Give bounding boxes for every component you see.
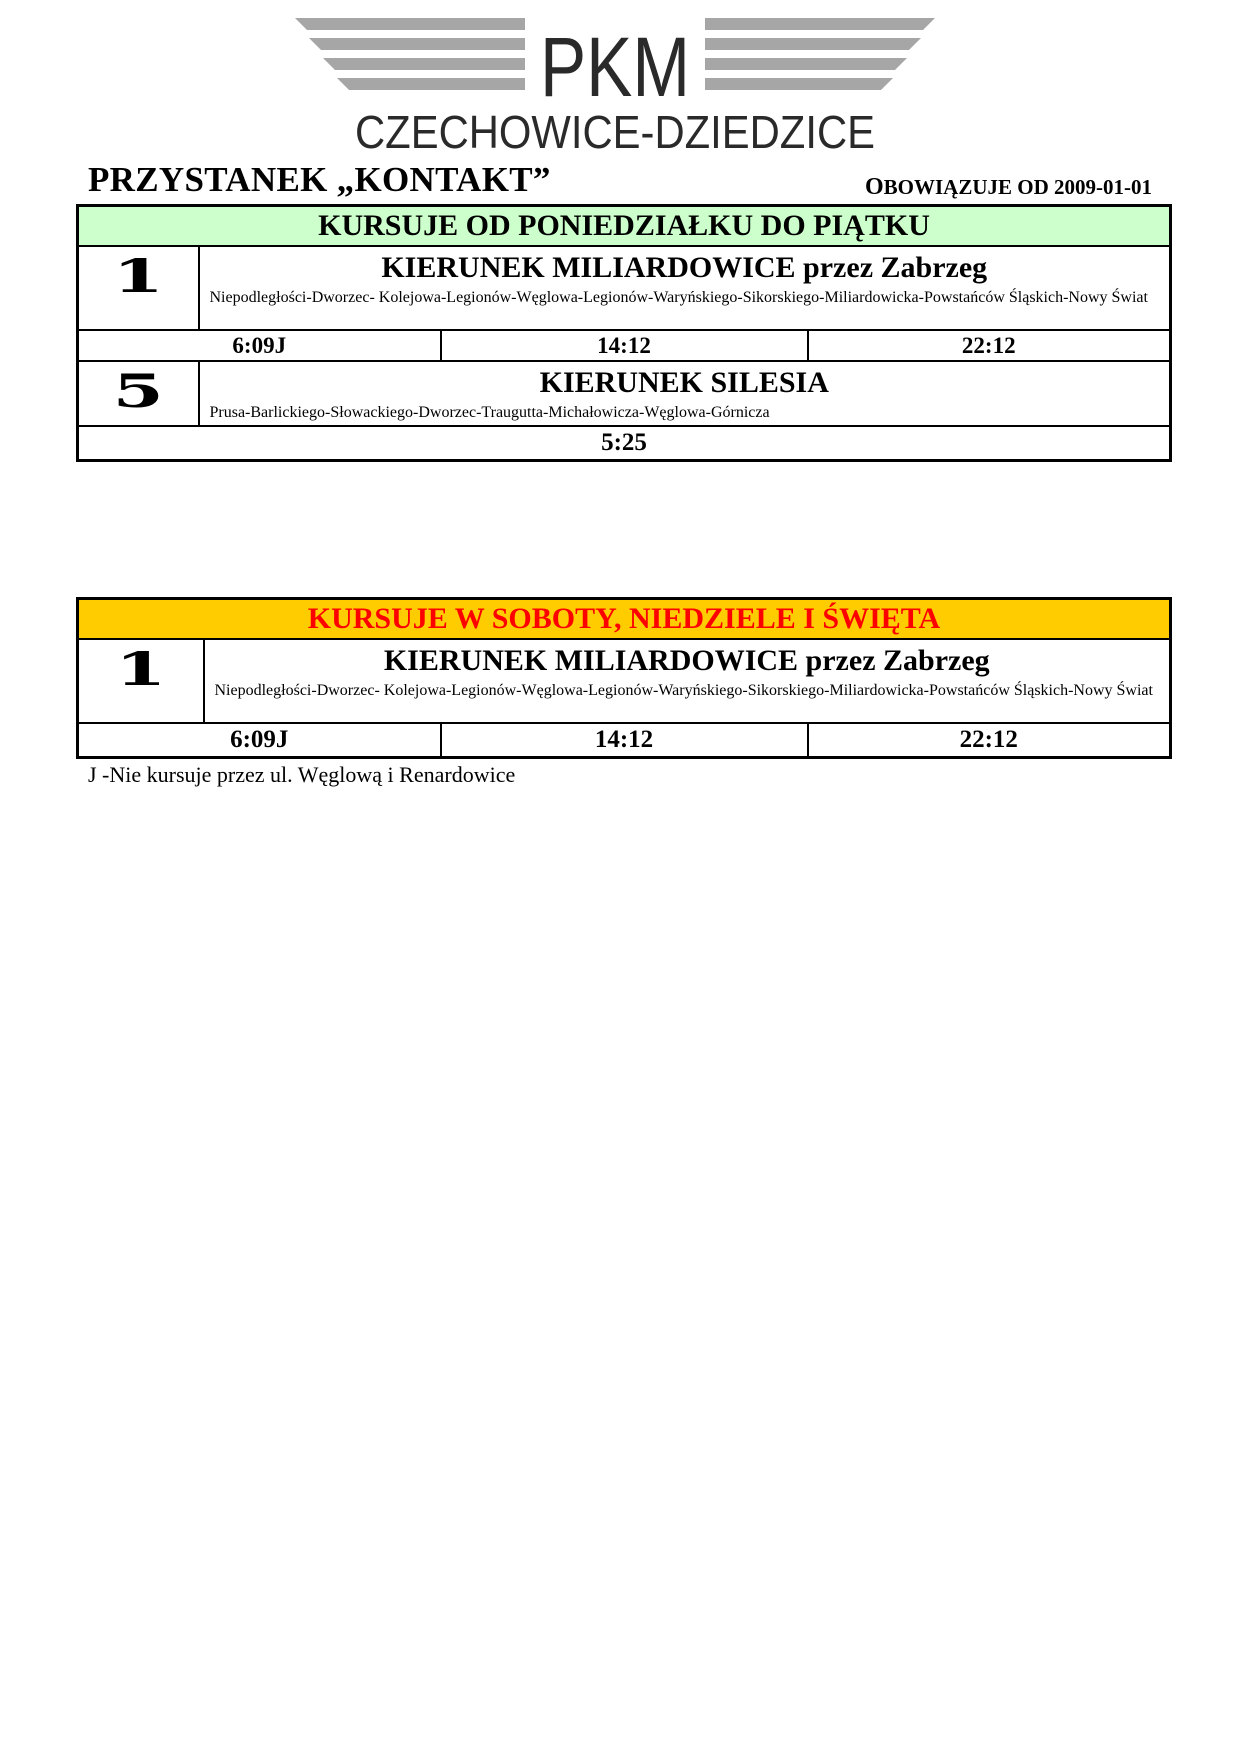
route-direction: KIERUNEK MILIARDOWICE przez Zabrzeg (383, 644, 990, 677)
departure-time: 14:12 (441, 330, 808, 361)
weekday-schedule-table (76, 204, 1172, 462)
departure-time: 22:12 (808, 330, 1171, 361)
valid-from (865, 174, 1152, 201)
route-direction: KIERUNEK SILESIA (539, 366, 829, 399)
route-number-cell (78, 639, 204, 723)
logo-city: CZECHOWICE-DZIEDZICE (355, 106, 875, 158)
valid-from-text: BOWIĄZUJE OD 2009-01-01 (883, 175, 1152, 199)
route-number: 5 (112, 364, 164, 418)
route-info (199, 246, 1171, 330)
departure-time: 5:25 (78, 426, 1171, 461)
weekday-band: KURSUJE OD PONIEDZIAŁKU DO PIĄTKU (78, 206, 1171, 247)
footnote: J -Nie kursuje przez ul. Węglową i Renardowice (88, 762, 516, 787)
route-via: Prusa-Barlickiego-Słowackiego-Dworzec-Traugutta-Michałowicza-Węglowa-Górnicza (209, 404, 770, 421)
valid-from-initial: O (864, 174, 884, 200)
pkm-logo (295, 18, 935, 158)
route-info (204, 639, 1171, 723)
departure-time: 14:12 (441, 723, 808, 758)
logo-brand: PKM (540, 20, 690, 114)
logo-graphic (295, 18, 935, 158)
departure-time: 6:09J (78, 723, 441, 758)
route-number-cell (78, 246, 199, 330)
route-direction: KIERUNEK MILIARDOWICE przez Zabrzeg (381, 251, 988, 284)
route-number: 1 (112, 249, 164, 303)
weekend-schedule-table (76, 597, 1172, 759)
departure-time: 22:12 (808, 723, 1171, 758)
weekend-band: KURSUJE W SOBOTY, NIEDZIELE I ŚWIĘTA (78, 599, 1171, 640)
route-via: Niepodległości-Dworzec- Kolejowa-Legionów-Węglowa-Legionów-Waryńskiego-Sikorskiego-Miliardowicka-Powstańców Śląskich-Nowy Świat (209, 289, 1148, 306)
departure-time: 6:09J (78, 330, 441, 361)
route-info (199, 361, 1171, 426)
route-number-cell (78, 361, 199, 426)
stop-title: PRZYSTANEK „KONTAKT” (88, 160, 551, 199)
route-via: Niepodległości-Dworzec- Kolejowa-Legionów-Węglowa-Legionów-Waryńskiego-Sikorskiego-Miliardowicka-Powstańców Śląskich-Nowy Świat (214, 682, 1153, 699)
route-number: 1 (115, 642, 167, 696)
